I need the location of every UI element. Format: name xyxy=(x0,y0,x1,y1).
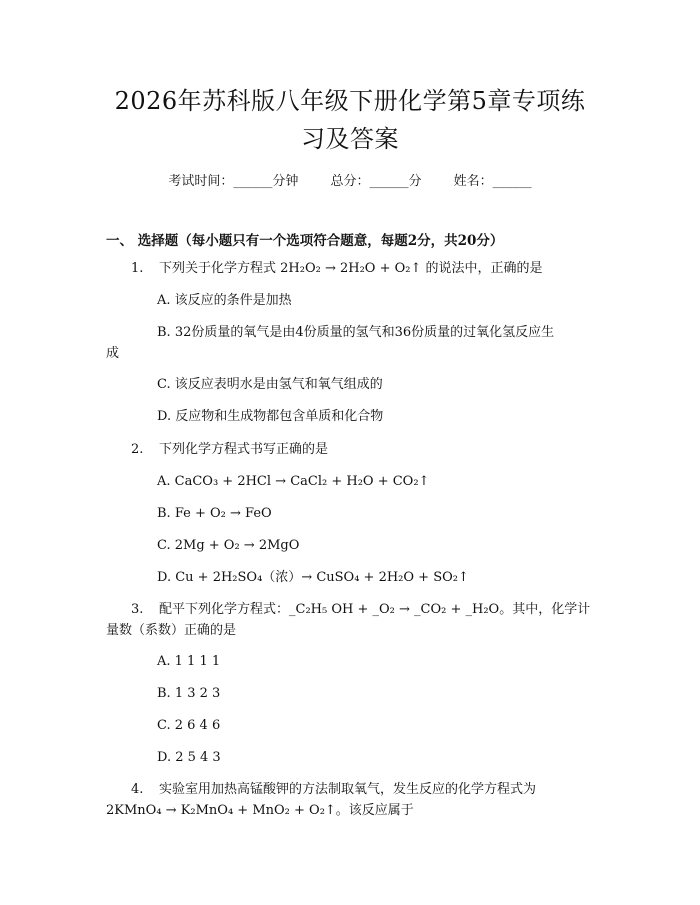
question-3-option-b: B. 1 3 2 3 xyxy=(157,686,221,701)
section-heading: 一、 选择题（每小题只有一个选项符合题意，每题2分，共20分） xyxy=(106,233,504,249)
question-2-stem xyxy=(131,440,328,460)
question-2-text: 下列化学方程式书写正确的是 xyxy=(159,442,329,457)
question-3-stem xyxy=(131,600,590,620)
question-4-stem-cont: 2KMnO₄ → K₂MnO₄ + MnO₂ + O₂↑。该反应属于 xyxy=(106,803,414,818)
question-1-text: 下列关于化学方程式 2H₂O₂ → 2H₂O + O₂↑ 的说法中，正确的是 xyxy=(159,261,543,276)
question-3-stem-cont: 量数（系数）正确的是 xyxy=(106,623,237,638)
exam-meta xyxy=(0,170,700,189)
question-1-stem xyxy=(131,259,543,279)
question-3-option-c: C. 2 6 4 6 xyxy=(157,718,221,733)
question-2-option-c: C. 2Mg + O₂ → 2MgO xyxy=(157,538,300,553)
question-2-option-b: B. Fe + O₂ → FeO xyxy=(157,506,272,521)
question-3-option-a: A. 1 1 1 1 xyxy=(157,654,221,669)
title-line-1: 2026年苏科版八年级下册化学第5章专项练 xyxy=(114,87,586,115)
question-3-option-d: D. 2 5 4 3 xyxy=(157,750,221,765)
question-4-text: 实验室用加热高锰酸钾的方法制取氧气，发生反应的化学方程式为 xyxy=(159,782,537,797)
title-line-2: 习及答案 xyxy=(301,125,399,153)
document-title xyxy=(60,82,640,158)
name-field: 姓名：______ xyxy=(453,174,532,189)
question-1-option-c: C. 该反应表明水是由氢气和氧气组成的 xyxy=(157,377,383,392)
question-1-option-b-cont: 成 xyxy=(106,346,120,361)
question-4-stem xyxy=(131,780,536,800)
question-1-option-a: A. 该反应的条件是加热 xyxy=(157,293,292,308)
question-1-option-b: B. 32份质量的氧气是由4份质量的氢气和36份质量的过氧化氢反应生 xyxy=(157,325,555,340)
question-2-option-a: A. CaCO₃ + 2HCl → CaCl₂ + H₂O + CO₂↑ xyxy=(157,474,430,489)
question-2-number: 2. xyxy=(131,442,144,457)
question-4-number: 4. xyxy=(131,782,144,797)
question-1-option-d: D. 反应物和生成物都包含单质和化合物 xyxy=(157,409,384,424)
question-3-text: 配平下列化学方程式：_C₂H₅ OH + _O₂ → _CO₂ + _H₂O。其中，化学计 xyxy=(159,602,591,617)
exam-time-field: 考试时间：______分钟 xyxy=(168,174,299,189)
total-score-field: 总分：______分 xyxy=(330,174,422,189)
question-3-number: 3. xyxy=(131,602,144,617)
question-2-option-d: D. Cu + 2H₂SO₄（浓）→ CuSO₄ + 2H₂O + SO₂↑ xyxy=(157,570,469,585)
question-1-number: 1. xyxy=(131,261,144,276)
